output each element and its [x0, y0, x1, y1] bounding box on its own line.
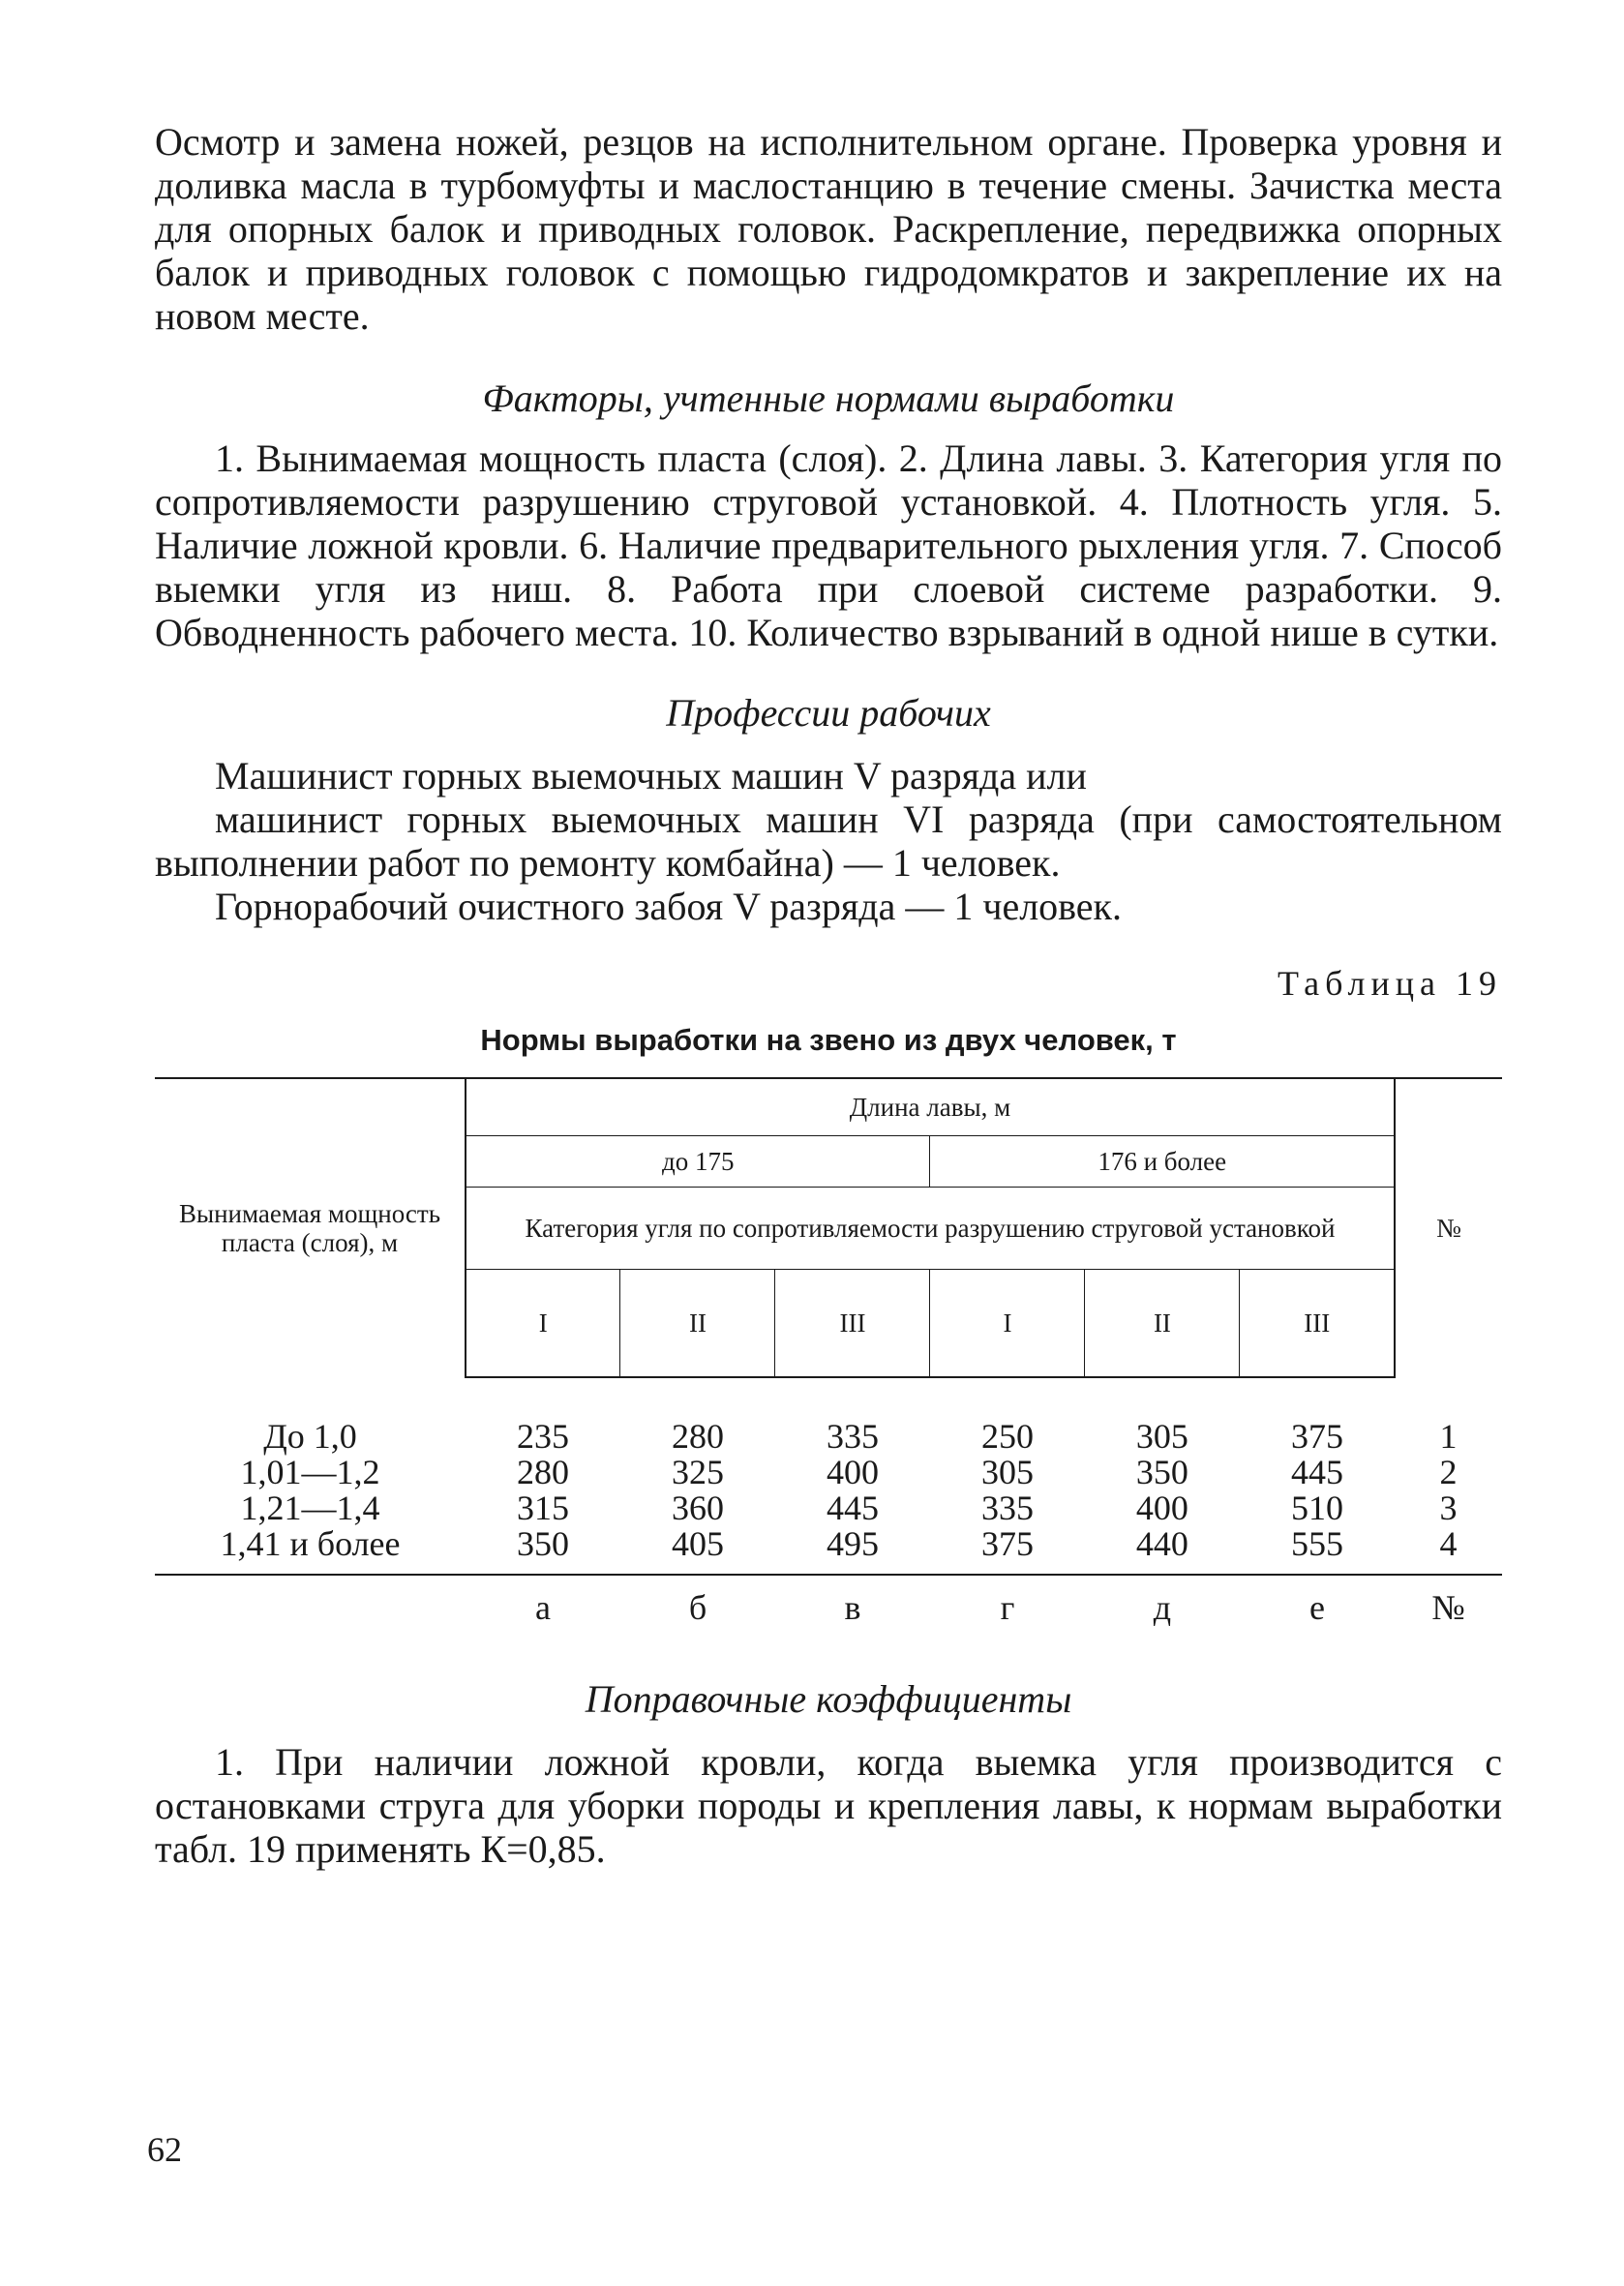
table-cell: 440 [1085, 1526, 1240, 1575]
profession-line-1: Машинист горных выемочных машин V разряда или [215, 754, 1087, 797]
number-header: № [1395, 1078, 1502, 1377]
row-label: 1,01—1,2 [240, 1453, 380, 1491]
corrections-heading: Поправочные коэффициенты [585, 1677, 1072, 1721]
row-number: 4 [1395, 1526, 1502, 1575]
category-col-6: III [1240, 1270, 1395, 1378]
column-letter: д [1153, 1588, 1172, 1627]
category-col-1: I [466, 1270, 620, 1378]
table-cell: 280 [516, 1453, 569, 1491]
factors-heading: Факторы, учтенные нормами выработки [482, 376, 1175, 420]
table-cell: 555 [1240, 1526, 1395, 1575]
page-number: 62 [147, 2130, 182, 2169]
column-letter: а [535, 1588, 551, 1627]
row-header: Вынимаемая мощность пласта (слоя), м [155, 1078, 466, 1377]
profession-line-2: машинист горных выемочных машин VI разряда (при самостоятельном выполнении работ по ремонту комбайна) — 1 человек. [155, 797, 1502, 885]
table-row [155, 1377, 1502, 1455]
category-col-3: III [775, 1270, 930, 1378]
table-cell: 495 [775, 1526, 930, 1575]
table-row [155, 1455, 1502, 1490]
category-col-5: II [1085, 1270, 1240, 1378]
table-cell: 445 [826, 1489, 879, 1527]
table-cell: 350 [466, 1526, 620, 1575]
table-row [155, 1526, 1502, 1575]
row-number: 1 [1439, 1416, 1458, 1456]
professions-heading: Профессии рабочих [666, 691, 991, 735]
table-row [155, 1490, 1502, 1526]
table-title: Нормы выработки на звено из двух человек, т [480, 1023, 1177, 1057]
length-header: Длина лавы, м [466, 1078, 1395, 1136]
row-label: До 1,0 [263, 1416, 357, 1456]
book-page [155, 120, 1502, 1871]
table-cell: 510 [1290, 1489, 1343, 1527]
length-range-2: 176 и более [930, 1136, 1395, 1188]
table-cell: 305 [980, 1453, 1034, 1491]
column-letter: е [1308, 1588, 1325, 1627]
category-col-2: II [620, 1270, 775, 1378]
table-label: Таблица 19 [1278, 964, 1502, 1003]
corrections-paragraph: 1. При наличии ложной кровли, когда выемка угля производится с остановками струга для уборки породы и крепления лавы, к нормам выработки табл. 19 применять К=0,85. [155, 1740, 1502, 1871]
table-cell: 360 [671, 1489, 724, 1527]
row-label: 1,21—1,4 [240, 1489, 380, 1527]
table-cell: 315 [516, 1489, 569, 1527]
table-cell: 280 [671, 1417, 724, 1456]
column-letter: б [688, 1588, 707, 1627]
table-cell: 400 [1135, 1489, 1188, 1527]
category-col-4: I [930, 1270, 1085, 1378]
factors-paragraph: 1. Вынимаемая мощность пласта (слоя). 2. Длина лавы. 3. Категория угля по сопротивляемости разрушению струговой установкой. 4. Плотность угля. 5. Наличие ложной кровли. 6. Наличие предварительного рыхления угля. 7. Способ выемки угля из ниш. 8. Работа при слоевой системе разработки. 9. Обводненность рабочего места. 10. Количество взрываний в одной нише в сутки. [155, 436, 1502, 654]
table-footer-row [155, 1575, 1502, 1629]
row-number: 3 [1439, 1489, 1458, 1527]
table-cell: 335 [826, 1417, 879, 1456]
table-cell: 375 [930, 1526, 1085, 1575]
row-number: 2 [1439, 1453, 1458, 1491]
intro-paragraph: Осмотр и замена ножей, резцов на исполнительном органе. Проверка уровня и доливка масла в турбомуфты и маслостанцию в течение смены. Зачистка места для опорных балок и приводных головок. Раскрепление, передвижка опорных балок и приводных головок с помощью гидродомкратов и закрепление их на новом месте. [155, 120, 1502, 338]
column-letter: г [1000, 1588, 1015, 1627]
category-header: Категория угля по сопротивляемости разрушению струговой установкой [466, 1188, 1395, 1270]
table-cell: 325 [671, 1453, 724, 1491]
table-cell: 335 [980, 1489, 1034, 1527]
table-cell: 375 [1290, 1417, 1343, 1456]
row-label: 1,41 и более [155, 1526, 466, 1575]
table-cell: 235 [516, 1417, 569, 1456]
column-letter: в [844, 1588, 861, 1627]
table-cell: 400 [826, 1453, 879, 1491]
table-cell: 250 [980, 1417, 1034, 1456]
table-cell: 350 [1135, 1453, 1188, 1491]
profession-line-3: Горнорабочий очистного забоя V разряда — 1 человек. [215, 885, 1122, 928]
table-cell: 305 [1135, 1417, 1188, 1456]
table-cell: 405 [620, 1526, 775, 1575]
length-range-1: до 175 [466, 1136, 930, 1188]
footer-number-symbol: № [1431, 1588, 1465, 1627]
table-cell: 445 [1290, 1453, 1343, 1491]
norms-table [155, 1077, 1502, 1629]
